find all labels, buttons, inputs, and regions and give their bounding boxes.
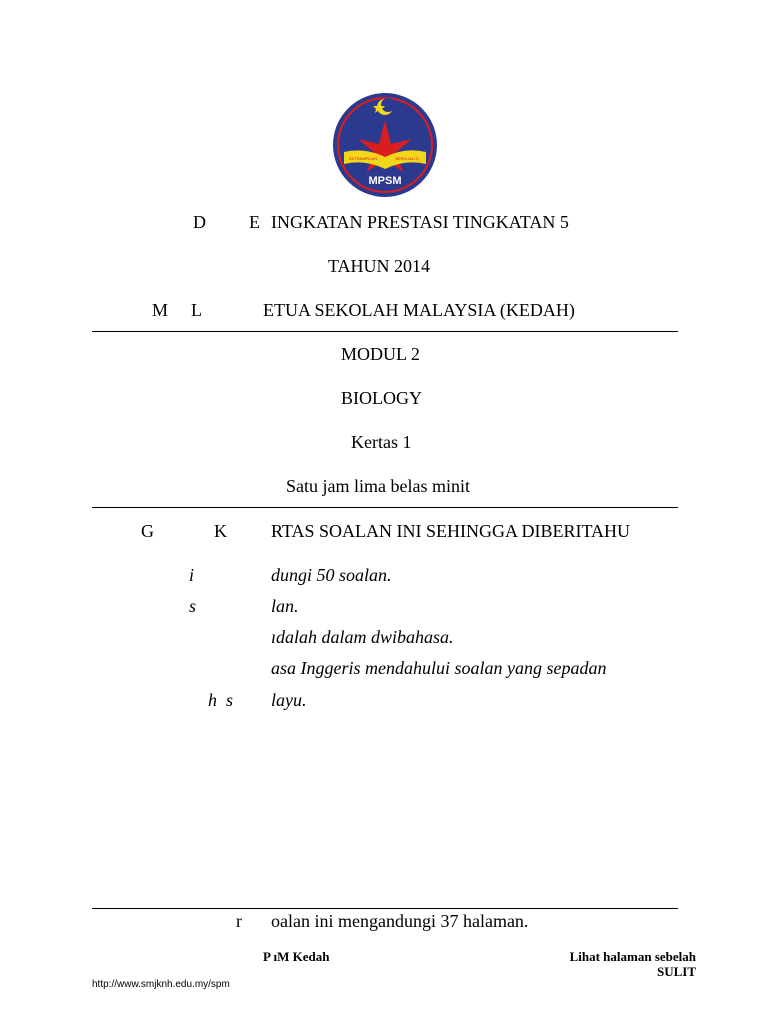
mpsm-logo bbox=[330, 92, 440, 198]
instruction-2-text: lan. bbox=[271, 596, 299, 616]
header-line1-a: D bbox=[193, 212, 206, 232]
footer-left: P ıM Kedah bbox=[263, 949, 330, 964]
divider-bottom bbox=[92, 908, 678, 909]
logo-banner-left-text: KETRAMPILAN bbox=[348, 156, 378, 161]
subject-title: BIOLOGY bbox=[341, 388, 422, 408]
header-line3-b: L bbox=[191, 300, 202, 320]
instruction-1-prefix: i bbox=[189, 565, 195, 585]
instruction-2-prefix: s bbox=[189, 596, 197, 616]
paper-number: Kertas 1 bbox=[351, 432, 412, 452]
paper-duration: Satu jam lima belas minit bbox=[286, 476, 470, 496]
instruction-4-text: asa Inggeris mendahului soalan yang sepadan bbox=[271, 658, 607, 678]
header-line3-a: M bbox=[152, 300, 169, 320]
instruction-5-text: layu. bbox=[271, 690, 307, 710]
header-line3-c: ETUA SEKOLAH MALAYSIA (KEDAH) bbox=[263, 300, 575, 320]
header-line1-b: E bbox=[249, 212, 260, 232]
divider-middle bbox=[92, 507, 678, 508]
warning-c: RTAS SOALAN INI SEHINGGA DIBERITAHU bbox=[271, 521, 631, 541]
footer-sulit: SULIT bbox=[656, 964, 696, 979]
page-count: oalan ini mengandungi 37 halaman. bbox=[271, 911, 529, 931]
footer-url[interactable]: http://www.smjknh.edu.my/spm bbox=[92, 979, 230, 990]
instruction-3-text: ıdalah dalam dwibahasa. bbox=[271, 627, 454, 647]
warning-b: K bbox=[214, 521, 227, 541]
logo-banner-right-text: BERKUALITI bbox=[395, 156, 419, 161]
module-title: MODUL 2 bbox=[341, 344, 420, 364]
page-count-prefix: r bbox=[236, 911, 242, 931]
instruction-5-prefix: h s bbox=[208, 690, 234, 710]
header-line1-c: INGKATAN PRESTASI TINGKATAN 5 bbox=[271, 212, 569, 232]
footer-next-page: Lihat halaman sebelah bbox=[569, 949, 696, 964]
instruction-1-text: dungi 50 soalan. bbox=[271, 565, 392, 585]
logo-text: MPSM bbox=[368, 175, 402, 187]
warning-a: G bbox=[141, 521, 154, 541]
divider-top bbox=[92, 331, 678, 332]
header-year: TAHUN 2014 bbox=[328, 256, 431, 276]
